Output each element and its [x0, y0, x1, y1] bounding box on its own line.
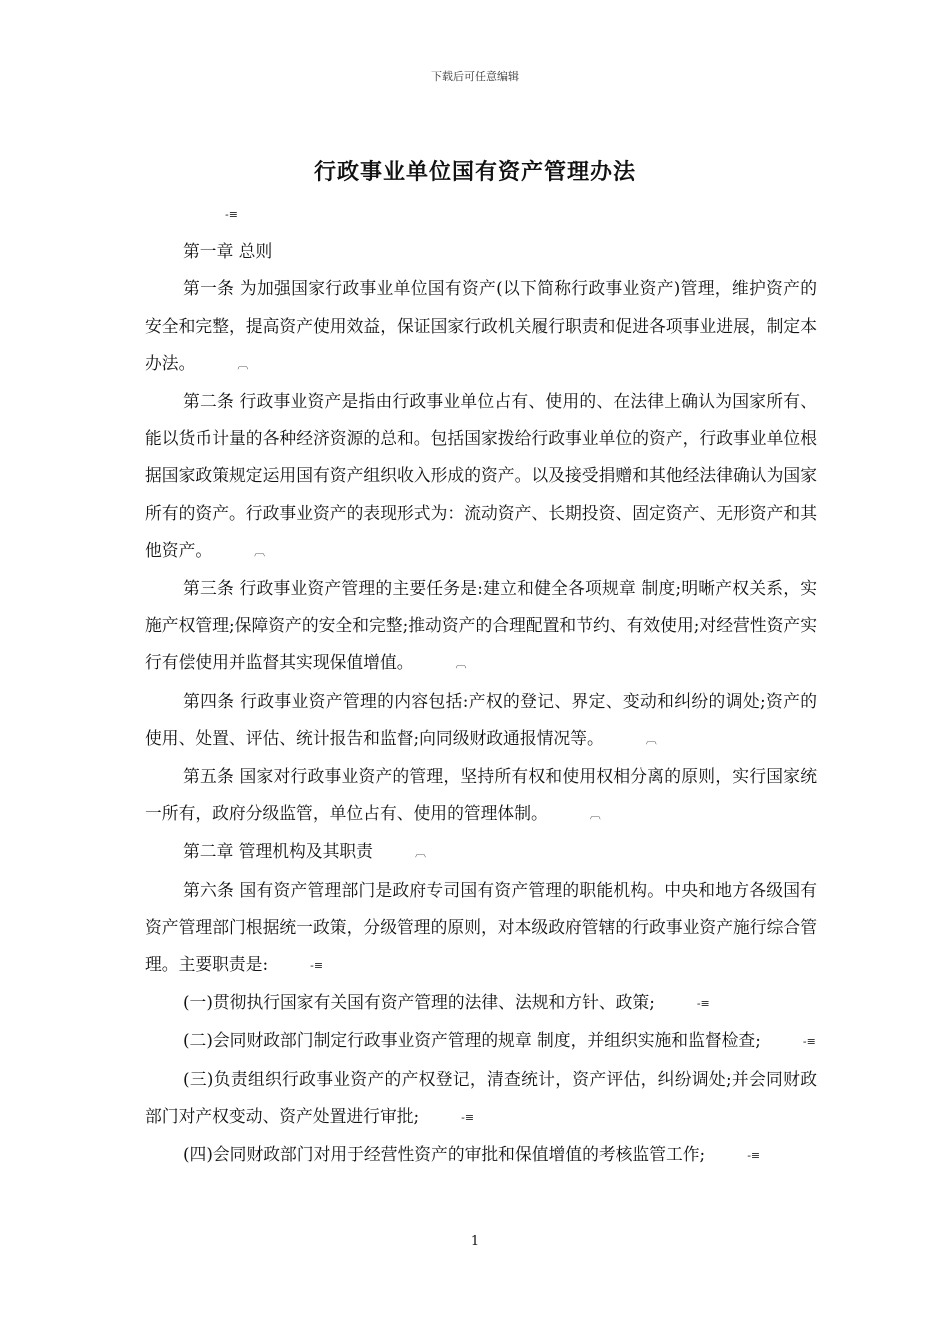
paragraph	[145, 758, 817, 833]
paragraph-text: 第一章 总则	[183, 241, 273, 262]
paragraph-end-mark: ︹	[589, 808, 601, 822]
paragraph	[145, 570, 817, 683]
paragraph-text: 第一条 为加强国家行政事业单位国有资产(以下简称行政事业资产)管理，维护资产的安全和完整，提高资产使用效益，保证国家行政机关履行职责和促进各项事业进展，制定本办法。	[145, 278, 817, 373]
paragraph-text: (二)会同财政部门制定行政事业资产管理的规章 制度，并组织实施和监督检查;	[183, 1030, 761, 1051]
paragraph-text: 第二条 行政事业资产是指由行政事业单位占有、使用的、在法律上确认为国家所有、能以货币计量的各种经济资源的总和。包括国家拨给行政事业单位的资产，行政事业单位根据国家政策规定运用国有资产组织收入形成的资产。以及接受捐赠和其他经法律确认为国家所有的资产。行政事业资产的表现形式为：流动资产、长期投资、固定资产、无形资产和其他资产。	[145, 391, 817, 560]
paragraph-text: (三)负责组织行政事业资产的产权登记，清查统计，资产评估，纠纷调处;并会同财政部门对产权变动、资产处置进行审批;	[145, 1068, 817, 1126]
paragraph-end-mark: -≡	[747, 1149, 761, 1163]
paragraph	[145, 383, 817, 570]
paragraph-text: 第二章 管理机构及其职责	[183, 841, 373, 862]
paragraph	[145, 1136, 817, 1174]
paragraph	[145, 270, 817, 383]
page-number: 1	[470, 1234, 480, 1249]
paragraph-end-mark: ︹	[645, 732, 657, 746]
paragraph	[145, 233, 817, 270]
paragraph	[145, 683, 817, 758]
paragraph-text: (一)贯彻执行国家有关国有资产管理的法律、法规和方针、政策;	[183, 992, 655, 1013]
document-title: 行政事业单位国有资产管理办法	[313, 159, 636, 185]
paragraph-end-mark: -≡	[310, 959, 324, 973]
paragraph-text: 第五条 国家对行政事业资产的管理，坚持所有权和使用权相分离的原则，实行国家统一所有，政府分级监管，单位占有、使用的管理体制。	[145, 766, 817, 824]
paragraph	[145, 872, 817, 985]
paragraph	[145, 1061, 817, 1136]
paragraph-end-mark: ︹	[455, 657, 467, 671]
paragraph	[145, 984, 817, 1022]
paragraph-text: 第三条 行政事业资产管理的主要任务是:建立和健全各项规章 制度;明晰产权关系，实施产权管理;保障资产的安全和完整;推动资产的合理配置和节约、有效使用;对经营性资产实行有偿使用并监督其实现保值增值。	[145, 578, 817, 673]
paragraph-end-mark: ︹	[237, 357, 249, 371]
document-body	[145, 195, 817, 1174]
paragraph-end-mark: -≡	[225, 208, 238, 221]
paragraph-end-mark: ︹	[254, 544, 266, 558]
paragraph-text: 第六条 国有资产管理部门是政府专司国有资产管理的职能机构。中央和地方各级国有资产管理部门根据统一政策，分级管理的原则，对本级政府管辖的行政事业资产施行综合管理。主要职责是:	[145, 879, 817, 975]
paragraph-end-mark: -≡	[461, 1110, 475, 1124]
paragraph-text: (四)会同财政部门对用于经营性资产的审批和保值增值的考核监管工作;	[183, 1144, 706, 1165]
paragraph	[145, 195, 817, 233]
paragraph-end-mark: ︹	[414, 846, 426, 860]
header-note: 下载后可任意编辑	[431, 70, 519, 83]
paragraph-text: 第四条 行政事业资产管理的内容包括:产权的登记、界定、变动和纠纷的调处;资产的使用、处置、评估、统计报告和监督;向同级财政通报情况等。	[145, 690, 817, 748]
paragraph	[145, 1022, 817, 1060]
paragraph	[145, 833, 817, 871]
paragraph-end-mark: -≡	[696, 997, 710, 1011]
paragraph-end-mark: -≡	[802, 1035, 816, 1049]
